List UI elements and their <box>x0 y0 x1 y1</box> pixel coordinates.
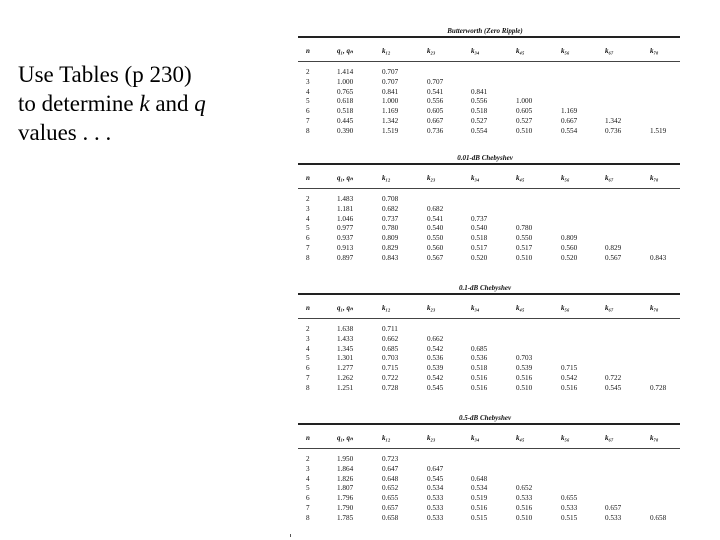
table-cell: 0.518 <box>337 107 354 116</box>
column-header: k₅₆ <box>561 174 570 182</box>
table-header-rule <box>298 448 680 449</box>
table-header-rule <box>298 61 680 62</box>
table-cell: 0.556 <box>427 97 444 106</box>
coupling-coefficient-tables <box>290 22 680 534</box>
table-cell: 4 <box>306 344 310 353</box>
table-cell: 1.262 <box>337 374 354 382</box>
table-cell: 0.536 <box>471 354 488 363</box>
column-header: k₆₇ <box>605 434 614 442</box>
table-cell: 0.605 <box>516 107 533 116</box>
table-cell: 0.516 <box>471 374 488 382</box>
table-row <box>290 364 680 373</box>
table-cell: 0.667 <box>427 117 444 125</box>
table-cell: 8 <box>306 383 310 392</box>
table-cell: 0.652 <box>382 484 399 493</box>
table-row <box>290 345 680 354</box>
column-header: k₄₅ <box>516 47 525 55</box>
table-cell: 0.510 <box>516 126 533 135</box>
table-cell: 0.722 <box>382 374 399 382</box>
table-cell: 0.648 <box>471 474 488 483</box>
column-header: n <box>306 304 310 312</box>
table-cell: 0.662 <box>382 334 399 343</box>
table-cell: 0.567 <box>427 253 444 262</box>
table-cell: 0.765 <box>337 87 354 96</box>
table-cell: 0.647 <box>382 464 399 473</box>
table-cell: 3 <box>306 77 310 86</box>
table-title: 0.1-dB Chebyshev <box>458 284 512 292</box>
table-cell: 0.723 <box>382 455 399 463</box>
table-row <box>290 127 680 136</box>
table-title: 0.5-dB Chebyshev <box>458 414 512 422</box>
table-cell: 0.647 <box>427 464 444 473</box>
table-row <box>290 335 680 344</box>
table-cell: 0.545 <box>605 383 622 392</box>
table-cell: 0.841 <box>471 87 488 96</box>
table-cell: 1.785 <box>337 513 354 522</box>
table-cell: 0.652 <box>516 484 533 493</box>
table-cell: 0.737 <box>471 214 488 223</box>
table-cell: 0.843 <box>382 253 399 262</box>
table-cell: 8 <box>306 513 310 522</box>
table-cell: 1.277 <box>337 364 354 373</box>
table-cell: 0.913 <box>337 244 354 252</box>
table-cell: 1.181 <box>337 204 354 213</box>
column-header: k₃₄ <box>471 304 480 312</box>
table-cell: 0.722 <box>605 374 622 382</box>
table-cell: 0.517 <box>471 244 488 252</box>
table-cell: 0.533 <box>561 504 578 512</box>
table-title: Butterworth (Zero Ripple) <box>447 27 523 35</box>
table-row <box>290 494 680 503</box>
table-cell: 0.545 <box>427 383 444 392</box>
table-cell: 0.707 <box>382 68 399 76</box>
table-cell: 0.655 <box>561 494 578 503</box>
table-cell: 0.540 <box>427 224 444 233</box>
instruction-text <box>18 60 278 147</box>
table-cell: 0.715 <box>382 364 399 373</box>
table-header-row <box>290 174 680 183</box>
table-cell: 0.536 <box>427 354 444 363</box>
table-row <box>290 325 680 334</box>
table-cell: 0.648 <box>382 474 399 483</box>
column-header: k₂₃ <box>427 304 436 312</box>
table-cell: 0.516 <box>516 374 533 382</box>
table-row <box>290 205 680 214</box>
table-cell: 0.703 <box>382 354 399 363</box>
table-cell: 4 <box>306 87 310 96</box>
column-header: k₃₄ <box>471 434 480 442</box>
table-cell: 0.515 <box>471 513 488 522</box>
table-cell: 0.540 <box>471 224 488 233</box>
column-header: k₂₃ <box>427 47 436 55</box>
table-row <box>290 244 680 253</box>
table-cell: 0.809 <box>382 234 399 243</box>
table-cell: 2 <box>306 455 310 463</box>
table-cell: 0.567 <box>605 253 622 262</box>
table-cell: 0.843 <box>650 253 667 262</box>
table-cell: 0.542 <box>561 374 578 382</box>
table-cell: 1.301 <box>337 354 354 363</box>
table-row <box>290 465 680 474</box>
column-header: k₂₃ <box>427 434 436 442</box>
table-header-rule <box>298 188 680 189</box>
table-cell: 0.841 <box>382 87 399 96</box>
table-cell: 6 <box>306 494 310 503</box>
table-cell: 0.520 <box>471 253 488 262</box>
table-cell: 0.780 <box>516 224 533 233</box>
table-top-rule <box>298 36 680 38</box>
table-cell: 0.556 <box>471 97 488 106</box>
column-header: n <box>306 174 310 182</box>
table-cell: 7 <box>306 374 310 382</box>
column-header: k₃₄ <box>471 47 480 55</box>
table-cell: 0.534 <box>427 484 444 493</box>
table-cell: 0.658 <box>650 513 667 522</box>
instruction-line-2: to determine k and q <box>18 91 206 116</box>
table-cell: 0.809 <box>561 234 578 243</box>
table-cell: 0.541 <box>427 214 444 223</box>
table-cell: 0.605 <box>427 107 444 116</box>
table-cell: 0.711 <box>382 325 398 333</box>
table-cell: 0.780 <box>382 224 399 233</box>
column-header: q₁, qₙ <box>337 434 353 442</box>
table-cell: 0.728 <box>650 383 667 392</box>
table-cell: 0.518 <box>471 107 488 116</box>
table-header-row <box>290 47 680 56</box>
table-top-rule <box>298 423 680 425</box>
column-header: n <box>306 47 310 55</box>
table-cell: 1.864 <box>337 464 354 473</box>
column-header: k₁₂ <box>382 434 391 442</box>
table-cell: 0.533 <box>427 494 444 503</box>
table-cell: 0.533 <box>516 494 533 503</box>
column-header: k₅₆ <box>561 47 570 55</box>
column-header: k₄₅ <box>516 174 525 182</box>
table-cell: 0.618 <box>337 97 354 106</box>
column-header: n <box>306 434 310 442</box>
table-cell: 3 <box>306 464 310 473</box>
column-header: k₇₈ <box>650 434 659 442</box>
column-header: q₁, qₙ <box>337 304 353 312</box>
table-cell: 0.545 <box>427 474 444 483</box>
table-cell: 0.510 <box>516 253 533 262</box>
table-cell: 6 <box>306 364 310 373</box>
table-row <box>290 374 680 383</box>
instruction-line-1: Use Tables (p 230) <box>18 62 192 87</box>
table-row <box>290 215 680 224</box>
table-cell: 0.657 <box>605 504 622 512</box>
table-cell: 0.560 <box>561 244 578 252</box>
table-cell: 1.414 <box>337 68 354 76</box>
table-cell: 0.541 <box>427 87 444 96</box>
table-cell: 3 <box>306 204 310 213</box>
table-cell: 1.950 <box>337 455 354 463</box>
column-header: k₆₇ <box>605 304 614 312</box>
table-cell: 0.685 <box>471 344 488 353</box>
table-row <box>290 195 680 204</box>
table-cell: 1.169 <box>561 107 578 116</box>
table-cell: 2 <box>306 68 310 76</box>
table-cell: 1.342 <box>605 117 622 125</box>
instruction-line-3: values . . . <box>18 120 112 145</box>
table-cell: 1.433 <box>337 334 354 343</box>
column-header: k₁₂ <box>382 47 391 55</box>
table-cell: 1.807 <box>337 484 354 493</box>
column-header: q₁, qₙ <box>337 47 353 55</box>
table-cell: 1.000 <box>337 77 354 86</box>
table-cell: 5 <box>306 354 310 363</box>
table-cell: 1.046 <box>337 214 354 223</box>
table-row <box>290 504 680 513</box>
column-header: k₃₄ <box>471 174 480 182</box>
table-cell: 0.519 <box>471 494 488 503</box>
table-cell: 0.518 <box>471 364 488 373</box>
table-cell: 4 <box>306 474 310 483</box>
table-cell: 1.342 <box>382 117 399 125</box>
table-cell: 1.796 <box>337 494 354 503</box>
table-row <box>290 224 680 233</box>
column-header: k₇₈ <box>650 174 659 182</box>
table-row <box>290 384 680 393</box>
table-cell: 0.516 <box>561 383 578 392</box>
table-cell: 0.829 <box>605 244 622 252</box>
table-cell: 0.518 <box>471 234 488 243</box>
table-cell: 2 <box>306 195 310 203</box>
table-cell: 0.737 <box>382 214 399 223</box>
column-header: k₆₇ <box>605 174 614 182</box>
column-header: k₆₇ <box>605 47 614 55</box>
table-cell: 0.539 <box>516 364 533 373</box>
table-cell: 0.728 <box>382 383 399 392</box>
table-cell: 0.539 <box>427 364 444 373</box>
table-cell: 0.510 <box>516 383 533 392</box>
table-row <box>290 68 680 77</box>
table-cell: 0.554 <box>561 126 578 135</box>
table-row <box>290 455 680 464</box>
table-cell: 0.662 <box>427 334 444 343</box>
table-cell: 1.000 <box>516 97 533 106</box>
table-row <box>290 234 680 243</box>
table-cell: 8 <box>306 253 310 262</box>
column-header: k₇₈ <box>650 304 659 312</box>
column-header: k₅₆ <box>561 304 570 312</box>
table-cell: 0.516 <box>471 504 488 512</box>
table-row <box>290 97 680 106</box>
table-cell: 0.829 <box>382 244 399 252</box>
table-cell: 0.655 <box>382 494 399 503</box>
table-cell: 0.682 <box>382 204 399 213</box>
table-header-row <box>290 434 680 443</box>
table-cell: 0.533 <box>605 513 622 522</box>
table-cell: 0.390 <box>337 126 354 135</box>
table-cell: 1.826 <box>337 474 354 483</box>
table-cell: 0.527 <box>471 117 488 125</box>
table-cell: 4 <box>306 214 310 223</box>
table-cell: 3 <box>306 334 310 343</box>
table-row <box>290 78 680 87</box>
table-cell: 1.519 <box>382 126 399 135</box>
table-cell: 8 <box>306 126 310 135</box>
table-row <box>290 514 680 523</box>
table-header-row <box>290 304 680 313</box>
table-cell: 0.657 <box>382 504 399 512</box>
table-cell: 6 <box>306 107 310 116</box>
table-row <box>290 475 680 484</box>
column-header: k₇₈ <box>650 47 659 55</box>
table-cell: 0.658 <box>382 513 399 522</box>
table-cell: 6 <box>306 234 310 243</box>
table-cell: 0.527 <box>516 117 533 125</box>
table-cell: 1.519 <box>650 126 667 135</box>
table-cell: 5 <box>306 97 310 106</box>
table-cell: 7 <box>306 504 310 512</box>
table-cell: 7 <box>306 244 310 252</box>
table-cell: 5 <box>306 484 310 493</box>
table-cell: 0.515 <box>561 513 578 522</box>
table-cell: 0.533 <box>427 504 444 512</box>
column-header: k₂₃ <box>427 174 436 182</box>
table-cell: 0.708 <box>382 195 399 203</box>
table-row <box>290 117 680 126</box>
table-cell: 0.550 <box>427 234 444 243</box>
table-cell: 0.707 <box>382 77 399 86</box>
table-cell: 0.682 <box>427 204 444 213</box>
table-top-rule <box>298 163 680 165</box>
table-cell: 0.703 <box>516 354 533 363</box>
table-cell: 1.251 <box>337 383 354 392</box>
table-cell: 0.520 <box>561 253 578 262</box>
table-cell: 0.542 <box>427 344 444 353</box>
table-top-rule <box>298 293 680 295</box>
table-cell: 0.542 <box>427 374 444 382</box>
table-cell: 0.516 <box>471 383 488 392</box>
table-cell: 1.345 <box>337 344 354 353</box>
table-cell: 0.897 <box>337 253 354 262</box>
table-row <box>290 254 680 263</box>
table-cell: 1.638 <box>337 325 354 333</box>
table-cell: 0.550 <box>516 234 533 243</box>
table-cell: 2 <box>306 325 310 333</box>
table-cell: 7 <box>306 117 310 125</box>
table-cell: 1.483 <box>337 195 354 203</box>
table-cell: 0.517 <box>516 244 533 252</box>
table-cell: 0.445 <box>337 117 354 125</box>
table-cell: 0.707 <box>427 77 444 86</box>
table-cell: 0.736 <box>427 126 444 135</box>
table-row <box>290 354 680 363</box>
column-header: q₁, qₙ <box>337 174 353 182</box>
table-row <box>290 107 680 116</box>
table-cell: 0.533 <box>427 513 444 522</box>
table-cell: 0.736 <box>605 126 622 135</box>
column-header: k₄₅ <box>516 434 525 442</box>
table-cell: 0.510 <box>516 513 533 522</box>
table-cell: 0.534 <box>471 484 488 493</box>
table-cell: 0.516 <box>516 504 533 512</box>
column-header: k₁₂ <box>382 174 391 182</box>
table-row <box>290 88 680 97</box>
table-header-rule <box>298 318 680 319</box>
table-row <box>290 484 680 493</box>
table-cell: 0.977 <box>337 224 354 233</box>
table-cell: 0.937 <box>337 234 354 243</box>
table-cell: 1.000 <box>382 97 399 106</box>
table-cell: 0.560 <box>427 244 444 252</box>
table-cell: 0.715 <box>561 364 578 373</box>
table-cell: 0.667 <box>561 117 578 125</box>
table-cell: 1.790 <box>337 504 354 512</box>
table-cell: 1.169 <box>382 107 399 116</box>
column-header: k₅₆ <box>561 434 570 442</box>
table-cell: 0.554 <box>471 126 488 135</box>
table-cell: 5 <box>306 224 310 233</box>
column-header: k₄₅ <box>516 304 525 312</box>
table-cell: 0.685 <box>382 344 399 353</box>
table-title: 0.01-dB Chebyshev <box>457 154 513 162</box>
column-header: k₁₂ <box>382 304 391 312</box>
